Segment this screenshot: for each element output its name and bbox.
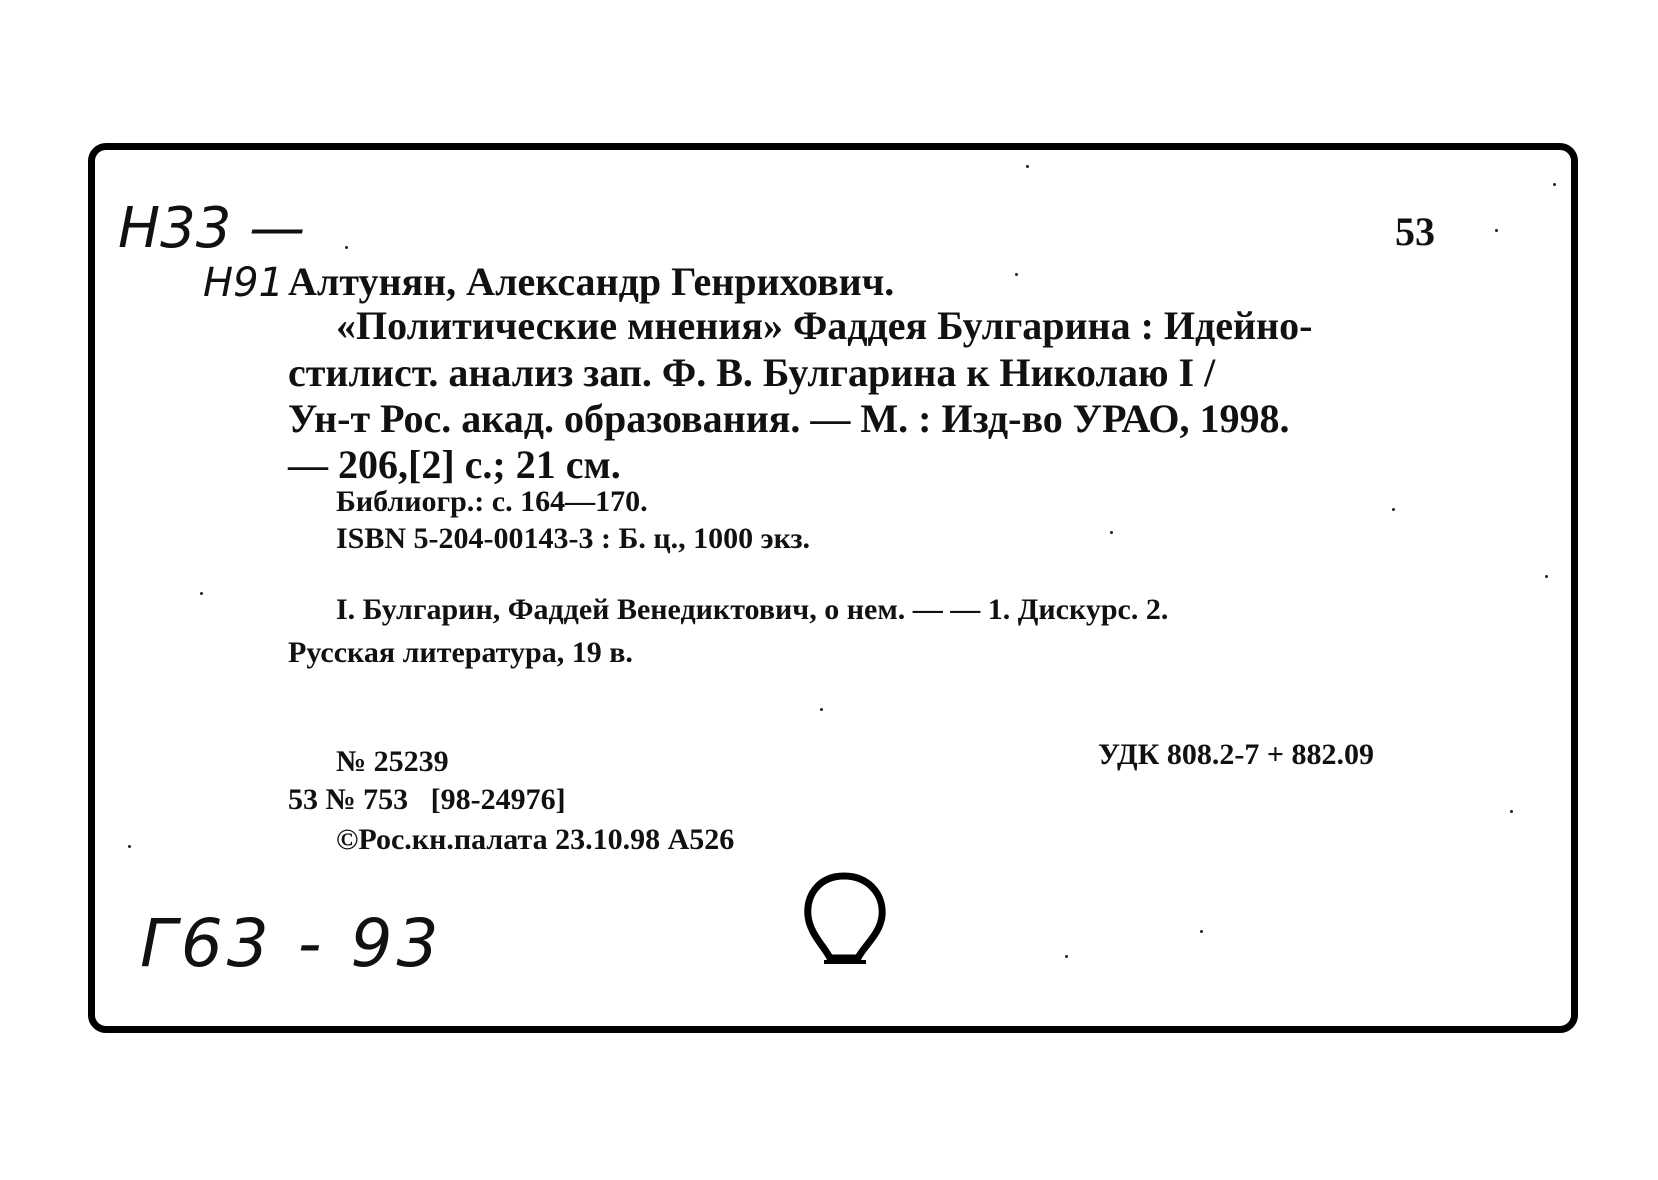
scan-speck (1065, 955, 1068, 958)
scan-speck (1553, 183, 1556, 186)
scan-speck (820, 708, 823, 711)
subject-line: I. Булгарин, Фаддей Венедиктович, о нем. — — 1. Дискурс. 2. (336, 593, 1169, 626)
title-line: стилист. анализ зап. Ф. В. Булгарина к Николаю I / (288, 350, 1216, 395)
copyright-line: ©Рос.кн.палата 23.10.98 А526 (336, 823, 735, 856)
scan-speck (1545, 575, 1548, 578)
title-line: «Политические мнения» Фаддея Булгарина : Идейно- (336, 303, 1313, 348)
scan-speck (128, 845, 131, 848)
udk-code: УДК 808.2-7 + 882.09 (1098, 738, 1374, 771)
scan-speck (1495, 229, 1498, 232)
title-line: — 206,[2] с.; 21 см. (288, 442, 621, 487)
scan-speck (1110, 531, 1113, 534)
bibliography-note: Библиогр.: с. 164—170. (336, 485, 648, 518)
isbn-line: ISBN 5-204-00143-3 : Б. ц., 1000 экз. (336, 522, 811, 555)
handwritten-shelf-mark-top: Н33 — (118, 196, 306, 261)
subject-line: Русская литература, 19 в. (288, 636, 633, 669)
scan-speck (200, 592, 203, 595)
scan-speck (345, 246, 348, 249)
registration-number: 53 № 753 [98-24976] (288, 783, 566, 816)
scan-speck (1015, 273, 1018, 276)
scan-speck (1200, 930, 1203, 933)
page-number: 53 (1395, 209, 1435, 254)
punch-hole (796, 868, 892, 972)
scan-speck (1392, 508, 1395, 511)
handwritten-shelf-mark-bottom: Г63 - 93 (140, 905, 443, 982)
scan-speck (1510, 810, 1513, 813)
title-line: Ун-т Рос. акад. образования. — М. : Изд-во УРАО, 1998. (288, 396, 1290, 441)
handwritten-shelf-mark-left: Н91 (203, 260, 284, 306)
record-number: № 25239 (336, 745, 449, 778)
author-heading: Алтунян, Александр Генрихович. (288, 259, 895, 304)
scan-speck (1026, 165, 1029, 168)
